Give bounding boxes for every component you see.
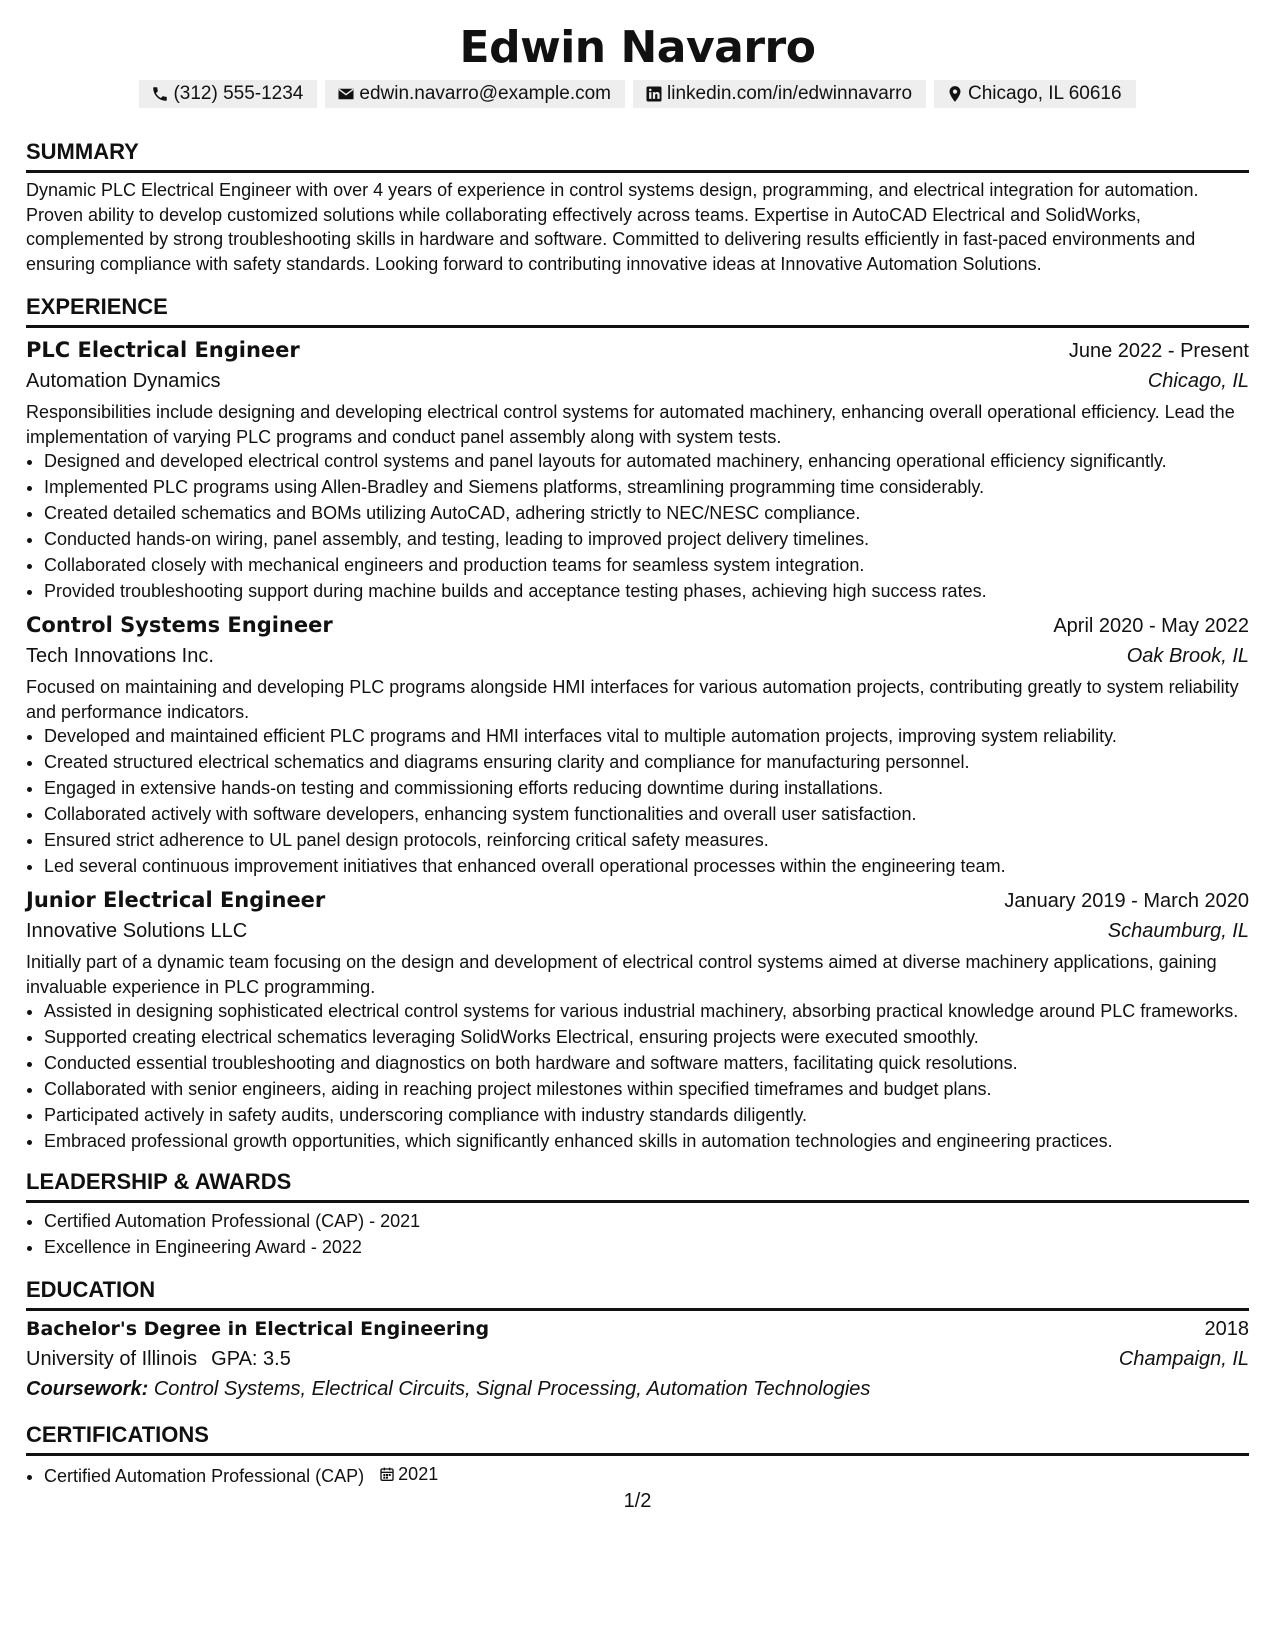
calendar-icon xyxy=(379,1466,395,1482)
job-title: Control Systems Engineer xyxy=(26,613,333,638)
list-item: • Ensured strict adherence to UL panel design protocols, reinforcing critical safety measures. xyxy=(44,828,1249,852)
linkedin-text: linkedin.com/in/edwinnavarro xyxy=(667,83,913,104)
degree-title: Bachelor's Degree in Electrical Engineering xyxy=(26,1317,490,1340)
job-entry xyxy=(26,610,1249,878)
list-item: • Assisted in designing sophisticated electrical control systems for various industrial machinery, absorbing practical knowledge around PLC frameworks. xyxy=(44,999,1249,1023)
job-description: Focused on maintaining and developing PLC programs alongside HMI interfaces for various automation projects, contributing greatly to system reliability and performance indicators. xyxy=(26,677,1239,722)
certification-name: Certified Automation Professional (CAP) xyxy=(44,1465,365,1486)
location-text: Chicago, IL 60616 xyxy=(968,83,1122,104)
list-item: • Provided troubleshooting support during machine builds and acceptance testing phases, achieving high success rates. xyxy=(44,579,1249,603)
job-dates: June 2022 - Present xyxy=(1068,340,1249,362)
experience-section xyxy=(26,293,1249,1154)
job-bullets xyxy=(26,999,1249,1153)
certification-date: 2021 xyxy=(398,1463,439,1484)
linkedin-icon xyxy=(645,85,663,103)
job-company: Innovative Solutions LLC xyxy=(26,920,248,943)
job-location: Schaumburg, IL xyxy=(1107,920,1249,943)
job-location: Oak Brook, IL xyxy=(1126,645,1249,668)
coursework-list: Control Systems, Electrical Circuits, Signal Processing, Automation Technologies xyxy=(153,1377,871,1400)
job-company: Automation Dynamics xyxy=(26,370,221,392)
summary-section xyxy=(26,138,1249,276)
summary-text: Dynamic PLC Electrical Engineer with over 4 years of experience in control systems design, programming, and electrical integration for automation. Proven ability to develop customized solutions while collaborating effectively across teams. Expertise in AutoCAD Electrical and SolidWorks, complemented by strong troubleshooting skills in hardware and software. Committed to delivering results efficiently in fast-paced environments and ensuring compliance with safety standards. Looking forward to contributing innovative ideas at Innovative Automation Solutions. xyxy=(26,180,1199,274)
email-text: edwin.navarro@example.com xyxy=(359,83,611,104)
coursework-label: Coursework: xyxy=(26,1377,149,1400)
list-item: • Embraced professional growth opportunities, which significantly enhanced skills in automation technologies and engineering practices. xyxy=(44,1129,1249,1153)
education-section xyxy=(26,1276,1249,1404)
section-title-summary: SUMMARY xyxy=(26,138,1249,173)
job-bullets xyxy=(26,724,1249,878)
list-item: • Developed and maintained efficient PLC programs and HMI interfaces vital to multiple automation projects, improving system reliability. xyxy=(44,724,1249,748)
list-item: • Engaged in extensive hands-on testing and commissioning efforts reducing downtime during installations. xyxy=(44,776,1249,800)
certifications-section xyxy=(26,1421,1249,1488)
resume-page xyxy=(26,20,1249,1490)
leadership-section xyxy=(26,1168,1249,1259)
list-item: • Collaborated closely with mechanical engineers and production teams for seamless system integration. xyxy=(44,553,1249,577)
page-number: 1/2 xyxy=(623,1490,652,1512)
job-dates: April 2020 - May 2022 xyxy=(1053,615,1249,638)
list-item: • Collaborated actively with software developers, enhancing system functionalities and overall user satisfaction. xyxy=(44,802,1249,826)
phone-icon xyxy=(151,85,169,103)
list-item: • Created structured electrical schematics and diagrams ensuring clarity and compliance for manufacturing personnel. xyxy=(44,750,1249,774)
list-item: • Led several continuous improvement initiatives that enhanced overall operational processes within the engineering team. xyxy=(44,854,1249,878)
school-name: University of Illinois xyxy=(26,1347,198,1370)
contact-bar xyxy=(26,80,1249,108)
certifications-list xyxy=(26,1462,1249,1488)
job-location: Chicago, IL xyxy=(1147,370,1249,392)
list-item: • Excellence in Engineering Award - 2022 xyxy=(44,1235,1249,1259)
map-pin-icon xyxy=(946,85,964,103)
list-item: • Participated actively in safety audits, underscoring compliance with industry standards diligently. xyxy=(44,1103,1249,1127)
job-entry xyxy=(26,335,1249,603)
contact-linkedin[interactable] xyxy=(633,80,926,108)
job-title: Junior Electrical Engineer xyxy=(26,888,326,913)
contact-location xyxy=(934,80,1136,108)
section-title-certifications: CERTIFICATIONS xyxy=(26,1421,1249,1456)
contact-phone[interactable] xyxy=(139,80,317,108)
list-item: • Conducted essential troubleshooting and diagnostics on both hardware and software matters, facilitating quick resolutions. xyxy=(44,1051,1249,1075)
list-item: • Created detailed schematics and BOMs utilizing AutoCAD, adhering strictly to NEC/NESC compliance. xyxy=(44,501,1249,525)
list-item: • Designed and developed electrical control systems and panel layouts for automated machinery, enhancing operational efficiency significantly. xyxy=(44,449,1249,473)
envelope-icon xyxy=(337,85,355,103)
list-item: • Implemented PLC programs using Allen-Bradley and Siemens platforms, streamlining programming time considerably. xyxy=(44,475,1249,499)
section-title-experience: EXPERIENCE xyxy=(26,293,1249,328)
section-title-education: EDUCATION xyxy=(26,1276,1249,1311)
list-item: • Conducted hands-on wiring, panel assembly, and testing, leading to improved project delivery timelines. xyxy=(44,527,1249,551)
job-bullets xyxy=(26,449,1249,603)
list-item xyxy=(44,1462,1249,1488)
candidate-name: Edwin Navarro xyxy=(459,22,816,73)
job-company: Tech Innovations Inc. xyxy=(26,645,214,668)
coursework xyxy=(26,1374,1249,1404)
phone-text: (312) 555-1234 xyxy=(173,83,304,104)
contact-email[interactable] xyxy=(325,80,625,108)
list-item: • Supported creating electrical schematics leveraging SolidWorks Electrical, ensuring projects were executed smoothly. xyxy=(44,1025,1249,1049)
leadership-list xyxy=(26,1209,1249,1259)
gpa: GPA: 3.5 xyxy=(211,1347,291,1370)
job-entry xyxy=(26,885,1249,1153)
job-description: Responsibilities include designing and developing electrical control systems for automated machinery, enhancing overall operational efficiency. Lead the implementation of varying PLC programs and conduct panel assembly along with system tests. xyxy=(26,402,1235,447)
degree-year: 2018 xyxy=(1204,1317,1249,1340)
job-title: PLC Electrical Engineer xyxy=(26,338,300,362)
job-description: Initially part of a dynamic team focusing on the design and development of electrical control systems aimed at diverse machinery applications, gaining invaluable experience in PLC programming. xyxy=(26,952,1217,997)
list-item: • Collaborated with senior engineers, aiding in reaching project milestones within specified timeframes and budget plans. xyxy=(44,1077,1249,1101)
school-location: Champaign, IL xyxy=(1118,1347,1249,1370)
section-title-leadership: LEADERSHIP & AWARDS xyxy=(26,1168,1249,1203)
list-item: • Certified Automation Professional (CAP) - 2021 xyxy=(44,1209,1249,1233)
job-dates: January 2019 - March 2020 xyxy=(1004,890,1249,913)
